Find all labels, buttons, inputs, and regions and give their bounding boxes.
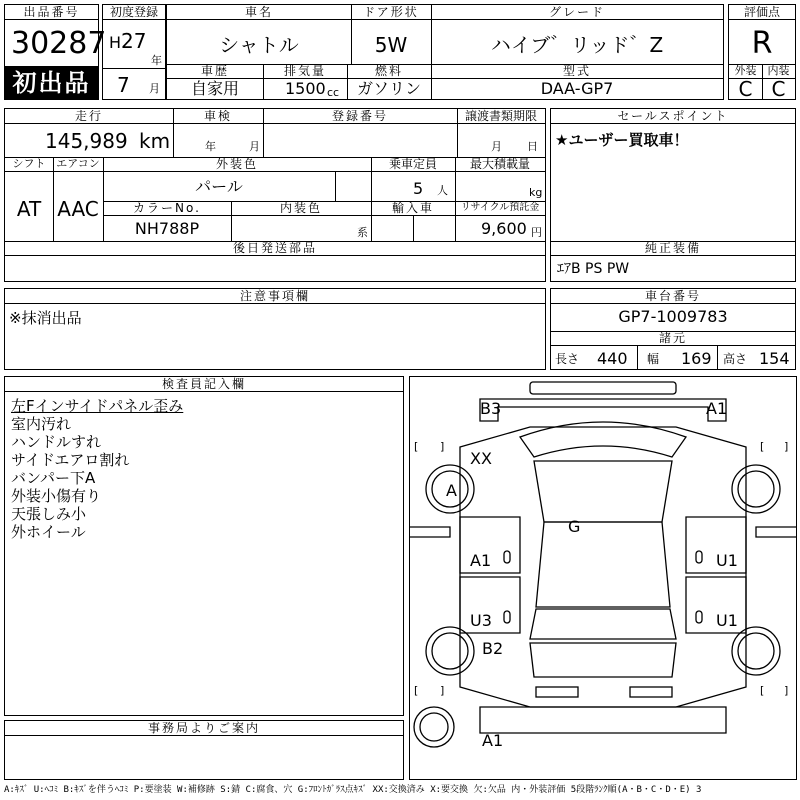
reg-box bbox=[102, 4, 166, 100]
door-label: ドア形状 bbox=[351, 5, 431, 20]
disp-label: 排気量 bbox=[263, 64, 347, 79]
int-score: C bbox=[771, 77, 786, 101]
equipment-label: 純正装備 bbox=[551, 241, 795, 256]
chassis-number: GP7-1009783 bbox=[618, 307, 728, 326]
color-no: NH788P bbox=[134, 219, 200, 238]
main-header-box bbox=[166, 4, 724, 100]
ac-label: エアコン bbox=[53, 157, 103, 172]
ext-score: C bbox=[738, 77, 753, 101]
bracket: ] bbox=[784, 440, 789, 453]
transfer-day-unit: 日 bbox=[527, 140, 538, 153]
inspector-box bbox=[4, 376, 404, 716]
info-box bbox=[4, 108, 546, 282]
later-parts-label: 後日発送部品 bbox=[5, 241, 545, 256]
mileage: 145,989 bbox=[45, 129, 128, 153]
inspector-line: 天張しみ小 bbox=[11, 505, 87, 523]
ac: AAC bbox=[57, 197, 99, 221]
displacement: 1500 bbox=[285, 79, 326, 98]
capacity-unit: 人 bbox=[437, 184, 448, 197]
mark-b2: B2 bbox=[482, 639, 504, 658]
inspector-lines bbox=[11, 397, 183, 541]
mark-g: G bbox=[568, 517, 581, 536]
inspector-line: 室内汚れ bbox=[11, 415, 72, 433]
bracket: ] bbox=[784, 684, 789, 697]
import-label: 輸入車 bbox=[371, 201, 455, 216]
mark-b3: B3 bbox=[480, 399, 502, 418]
office-label: 事務局よりご案内 bbox=[5, 721, 403, 736]
mark-a1-front: A1 bbox=[706, 399, 728, 418]
inspection-label: 車検 bbox=[173, 109, 263, 124]
insp-year-unit: 年 bbox=[205, 140, 216, 153]
shift-label: シフト bbox=[5, 157, 53, 172]
transfer-label: 譲渡書類期限 bbox=[457, 109, 545, 124]
equipment-text: ｴｱB PS PW bbox=[557, 261, 630, 277]
reg-year: 27 bbox=[121, 29, 147, 53]
notes-label: 注意事項欄 bbox=[5, 289, 545, 304]
legend-footer: A:ｷｽﾞ U:ﾍｺﾐ B:ｷｽﾞを伴うﾍｺﾐ P:要塗装 W:補修跡 S:錆 C:腐食、穴 G:ﾌﾛﾝﾄｶﾞﾗｽ点ｷｽﾞ XX:交換済み X:要交換 欠:欠品 内・外装評価 5段階ﾗﾝｸ順(A・B・C・D・E) 3 bbox=[4, 785, 702, 795]
capacity-label: 乗車定員 bbox=[371, 157, 455, 172]
lot-label: 出品番号 bbox=[5, 5, 98, 20]
recycle-unit: 円 bbox=[531, 226, 542, 239]
car-damage-diagram bbox=[409, 376, 797, 780]
mark-xx: XX bbox=[470, 449, 492, 468]
load-unit: kg bbox=[529, 186, 543, 199]
sales-label: セールスポイント bbox=[551, 109, 795, 124]
notes-text: ※抹消出品 bbox=[9, 309, 82, 327]
int-color-label: 内装色 bbox=[231, 201, 371, 216]
width: 169 bbox=[681, 349, 712, 368]
mark-a1-rear: A1 bbox=[482, 731, 504, 750]
inspector-line: 左Fインサイドパネル歪み bbox=[11, 397, 184, 415]
reg-no-label: 登録番号 bbox=[263, 109, 457, 124]
inspector-line: 外装小傷有り bbox=[11, 487, 102, 505]
grade: ハイブ゛リッド゛Z bbox=[490, 33, 664, 57]
ext-label: 外装 bbox=[729, 64, 762, 79]
fuel-label: 燃料 bbox=[347, 64, 431, 79]
year-unit: 年 bbox=[151, 54, 162, 67]
bracket: ] bbox=[440, 440, 445, 453]
reg-label: 初度登録 bbox=[103, 5, 165, 20]
bracket: [ bbox=[414, 440, 419, 453]
insp-month-unit: 月 bbox=[249, 140, 260, 153]
chassis-label: 車台番号 bbox=[551, 289, 795, 304]
sales-text: ★ユーザー買取車！ bbox=[555, 131, 689, 149]
inspector-line: サイドエアロ割れ bbox=[11, 451, 130, 469]
chassis-box bbox=[550, 288, 796, 370]
reg-month: 7 bbox=[117, 73, 130, 97]
mark-u3: U3 bbox=[470, 611, 492, 630]
bracket: [ bbox=[760, 440, 765, 453]
mark-a1-left: A1 bbox=[470, 551, 492, 570]
car-name: シャトル bbox=[219, 33, 299, 57]
color-no-label: カラーNo. bbox=[103, 201, 231, 216]
height-label: 高さ bbox=[723, 352, 748, 366]
office-box bbox=[4, 720, 404, 780]
month-unit: 月 bbox=[149, 82, 160, 95]
score-label: 評価点 bbox=[729, 5, 795, 20]
load-label: 最大積載量 bbox=[455, 157, 545, 172]
inspector-line: 外ホイール bbox=[11, 523, 86, 541]
bracket: [ bbox=[414, 684, 419, 697]
name-label: 車名 bbox=[167, 5, 351, 20]
dims-label: 諸元 bbox=[551, 331, 795, 346]
width-label: 幅 bbox=[647, 352, 660, 366]
model: DAA-GP7 bbox=[540, 79, 614, 98]
mark-u1-right-rear: U1 bbox=[716, 611, 738, 630]
model-label: 型式 bbox=[431, 64, 723, 79]
transfer-month-unit: 月 bbox=[491, 140, 502, 153]
mark-a-wheel: A bbox=[446, 481, 457, 500]
door-type: 5W bbox=[374, 33, 408, 57]
grade-label: グレード bbox=[431, 5, 723, 20]
score: R bbox=[751, 26, 773, 61]
history: 自家用 bbox=[190, 79, 239, 98]
capacity: 5 bbox=[413, 179, 424, 198]
color: パール bbox=[195, 177, 243, 196]
first-listing-text: 初出品 bbox=[12, 69, 91, 97]
disp-unit: cc bbox=[327, 86, 340, 99]
era: H bbox=[109, 33, 122, 52]
notes-box bbox=[4, 288, 546, 370]
history-label: 車歴 bbox=[167, 64, 263, 79]
bracket: ] bbox=[440, 684, 445, 697]
mileage-label: 走行 bbox=[5, 109, 173, 124]
recycle: 9,600 bbox=[481, 219, 527, 238]
bracket: [ bbox=[760, 684, 765, 697]
car-outline-icon bbox=[410, 377, 796, 779]
score-box bbox=[728, 4, 796, 100]
fuel: ガソリン bbox=[356, 79, 421, 98]
inspector-line: バンパー下A bbox=[11, 469, 96, 487]
sales-box bbox=[550, 108, 796, 282]
length: 440 bbox=[597, 349, 628, 368]
mileage-unit: km bbox=[139, 129, 171, 153]
height: 154 bbox=[759, 349, 790, 368]
color-label: 外装色 bbox=[103, 157, 371, 172]
length-label: 長さ bbox=[555, 352, 580, 366]
mark-u1-right: U1 bbox=[716, 551, 738, 570]
lot-number: 30287 bbox=[11, 26, 107, 61]
int-color-unit: 系 bbox=[357, 226, 368, 239]
shift: AT bbox=[16, 197, 42, 221]
inspector-label: 検査員記入欄 bbox=[5, 377, 403, 392]
inspector-line: ハンドルすれ bbox=[11, 433, 102, 451]
recycle-label: リサイクル預託金 bbox=[455, 201, 545, 216]
int-label: 内装 bbox=[762, 64, 795, 79]
